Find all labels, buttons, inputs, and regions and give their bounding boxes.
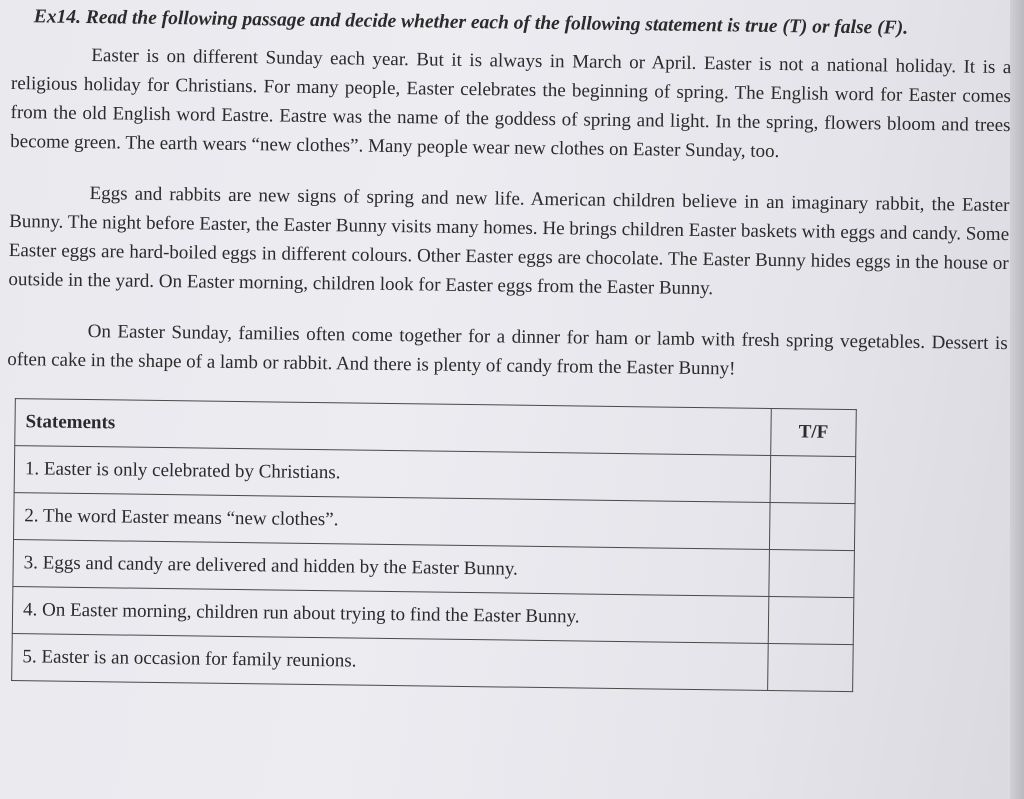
table-row [12,634,854,692]
passage-paragraph-3: On Easter Sunday, families often come together for a dinner for ham or lamb with fresh spring vegetables. Dessert is often cake in the shape of a lamb or rabbit. And there is plenty of candy from the Easter Bunny! [7,321,1008,380]
statement-5: 5. Easter is an occasion for family reunions. [12,634,769,691]
passage-paragraph-2: Eggs and rabbits are new signs of spring and new life. American children believe in an imaginary rabbit, the Easter Bunny. The night before Easter, the Easter Bunny visits many homes. He brings children Easter baskets with eggs and candy. Some Easter eggs are hard-boiled eggs in different colours. Other Easter eggs are chocolate. The Easter Bunny hides eggs in the house or outside in the yard. On Easter morning, children look for Easter eggs from the Easter Bunny. [8,183,1010,300]
statements-table [11,398,857,692]
answer-cell-5[interactable] [768,643,854,691]
answer-cell-1[interactable] [770,455,856,503]
page-edge [1010,0,1024,799]
passage-paragraph-1: Easter is on different Sunday each year. But it is always in March or April. Easter is not a national holiday. It is a religious holiday for Christians. For many people, Easter celebrates the beginning of spring. The English word for Easter comes from the old English word Eastre. Eastre was the name of the goddess of spring and light. In the spring, flowers bloom and trees become green. The earth wears “new clothes”. Many people wear new clothes on Easter Sunday, too. [10,45,1012,163]
statement-4: 4. On Easter morning, children run about trying to find the Easter Bunny. [12,587,769,644]
answer-cell-4[interactable] [768,596,854,644]
statement-3: 3. Eggs and candy are delivered and hidden by the Easter Bunny. [13,540,770,597]
exercise-title: Ex14. Read the following passage and decide whether each of the following statement is true (T) or false (F). [33,6,909,39]
tf-header: T/F [771,408,857,456]
answer-cell-2[interactable] [769,502,855,550]
statement-2: 2. The word Easter means “new clothes”. [14,493,771,550]
statement-1: 1. Easter is only celebrated by Christians. [14,446,771,503]
worksheet-content [3,6,1012,694]
statements-header: Statements [15,399,772,456]
answer-cell-3[interactable] [769,549,855,597]
